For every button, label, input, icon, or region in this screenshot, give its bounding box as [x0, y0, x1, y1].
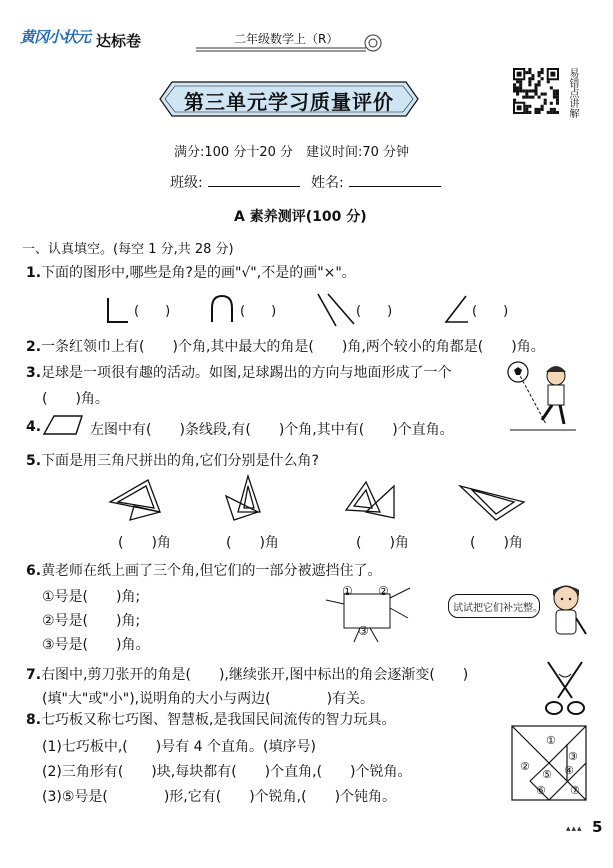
q1-text: 下面的图形中,哪些是角?是的画"√",不是的画"×"。: [41, 265, 356, 281]
q6-label-1: ①: [342, 584, 353, 598]
soccer-player-illustration: [502, 358, 582, 438]
name-line[interactable]: [349, 186, 441, 187]
q2-text: 一条红领巾上有( )个角,其中最大的角是( )角,两个较小的角都是( )角。: [41, 339, 545, 355]
q6-text: 黄老师在纸上画了三个角,但它们的一部分被遮挡住了。: [41, 563, 382, 579]
q5-blank-2[interactable]: ( )角: [226, 535, 279, 551]
tangram-label-7: ⑦: [570, 784, 580, 797]
q6-speech-bubble: [448, 594, 543, 618]
q8-sub3[interactable]: (3)⑤号是( )形,它有( )个锐角,( )个钝角。: [42, 789, 397, 805]
q1-blank-3[interactable]: ( ): [356, 304, 393, 319]
q1-blank-1[interactable]: ( ): [134, 304, 171, 319]
q8-number: 8.: [26, 712, 42, 728]
q5-text: 下面是用三角尺拼出的角,它们分别是什么角?: [41, 453, 319, 469]
q2-stem: [26, 336, 545, 356]
q8-sub1[interactable]: (1)七巧板中,( )号有 4 个直角。(填序号): [42, 739, 316, 755]
q7-line2: (填"大"或"小"),说明角的大小与两边( )有关。: [42, 691, 375, 707]
q4-number: 4.: [26, 419, 42, 435]
q1-blank-4[interactable]: ( ): [472, 304, 509, 319]
q6-stem: [26, 560, 382, 580]
q2-number: 2.: [26, 339, 42, 355]
class-line[interactable]: [208, 186, 300, 187]
tangram-label-5: ⑤: [542, 768, 552, 781]
tangram-label-3: ③: [568, 750, 578, 763]
q6-item-3[interactable]: ③号是( )角。: [42, 637, 150, 653]
q3-number: 3.: [26, 365, 42, 381]
part1-heading: 一、认真填空。(每空 1 分,共 28 分): [22, 242, 234, 257]
grade-ribbon: [196, 30, 384, 54]
q7-stem: [26, 664, 468, 684]
q1-number: 1.: [26, 265, 42, 281]
tangram-label-1: ①: [546, 734, 556, 747]
q4-parallelogram-figure: [42, 414, 86, 436]
page-title: 第三单元学习质量评价: [184, 90, 394, 114]
footer-mark: ▴▴▴: [566, 824, 583, 834]
q1-blank-2[interactable]: ( ): [240, 304, 277, 319]
q5-blank-1[interactable]: ( )角: [118, 535, 171, 551]
q1-stem: [26, 262, 356, 282]
q4-text: 左图中有( )条线段,有( )个角,其中有( )个直角。: [90, 422, 454, 438]
brand-logo: [20, 26, 92, 48]
girl-illustration: [544, 582, 592, 644]
tangram-label-6: ⑥: [536, 784, 546, 797]
grade-label: 二年级数学上（R）: [234, 32, 339, 46]
brand-name: 黄冈小状元: [20, 28, 91, 46]
class-field[interactable]: [170, 172, 300, 192]
q5-stem: [26, 450, 319, 470]
q3-line1: 足球是一项很有趣的活动。如图,足球踢出的方向与地面形成了一个: [41, 365, 452, 381]
q6-label-2: ②: [378, 584, 389, 598]
q7-line1: 右图中,剪刀张开的角是( ),继续张开,图中标出的角会逐渐变( ): [41, 667, 469, 683]
q1-figures: [0, 292, 613, 332]
q6-number: 6.: [26, 563, 42, 579]
score-time: 满分:100 分十20 分 建议时间:70 分钟: [174, 145, 410, 160]
q5-triangle-figures: [0, 472, 613, 526]
q8-text: 七巧板又称七巧图、智慧板,是我国民间流传的智力玩具。: [41, 712, 396, 728]
name-label: 姓名:: [311, 175, 344, 191]
tangram-label-2: ②: [520, 760, 530, 773]
q6-bubble-text: 试试把它们补完整。: [453, 603, 543, 614]
q6-item-2[interactable]: ②号是( )角;: [42, 613, 141, 629]
qr-caption: 易错点讲解: [567, 68, 578, 118]
q5-blank-4[interactable]: ( )角: [470, 535, 523, 551]
title-banner: [160, 80, 418, 118]
name-field[interactable]: [311, 172, 441, 192]
q5-blank-3[interactable]: ( )角: [356, 535, 409, 551]
q8-sub2[interactable]: (2)三角形有( )块,每块都有( )个直角,( )个锐角。: [42, 764, 412, 780]
class-label: 班级:: [170, 175, 203, 191]
q3-line2: ( )角。: [42, 391, 109, 407]
q7-number: 7.: [26, 667, 42, 683]
q6-covered-angles: [320, 584, 420, 644]
q6-item-1[interactable]: ①号是( )角;: [42, 589, 141, 605]
q5-number: 5.: [26, 453, 42, 469]
series-name: 达标卷: [96, 32, 142, 50]
section-a-title: A 素养测评(100 分): [234, 209, 367, 225]
q6-label-3: ③: [358, 624, 369, 638]
q8-stem: [26, 709, 396, 729]
tangram-label-4: ④: [564, 764, 574, 777]
qr-icon: [513, 68, 559, 114]
scissors-icon: [540, 658, 590, 718]
qr-code[interactable]: [513, 68, 559, 114]
page-number: 5: [592, 818, 603, 836]
q3-stem: [26, 362, 452, 382]
